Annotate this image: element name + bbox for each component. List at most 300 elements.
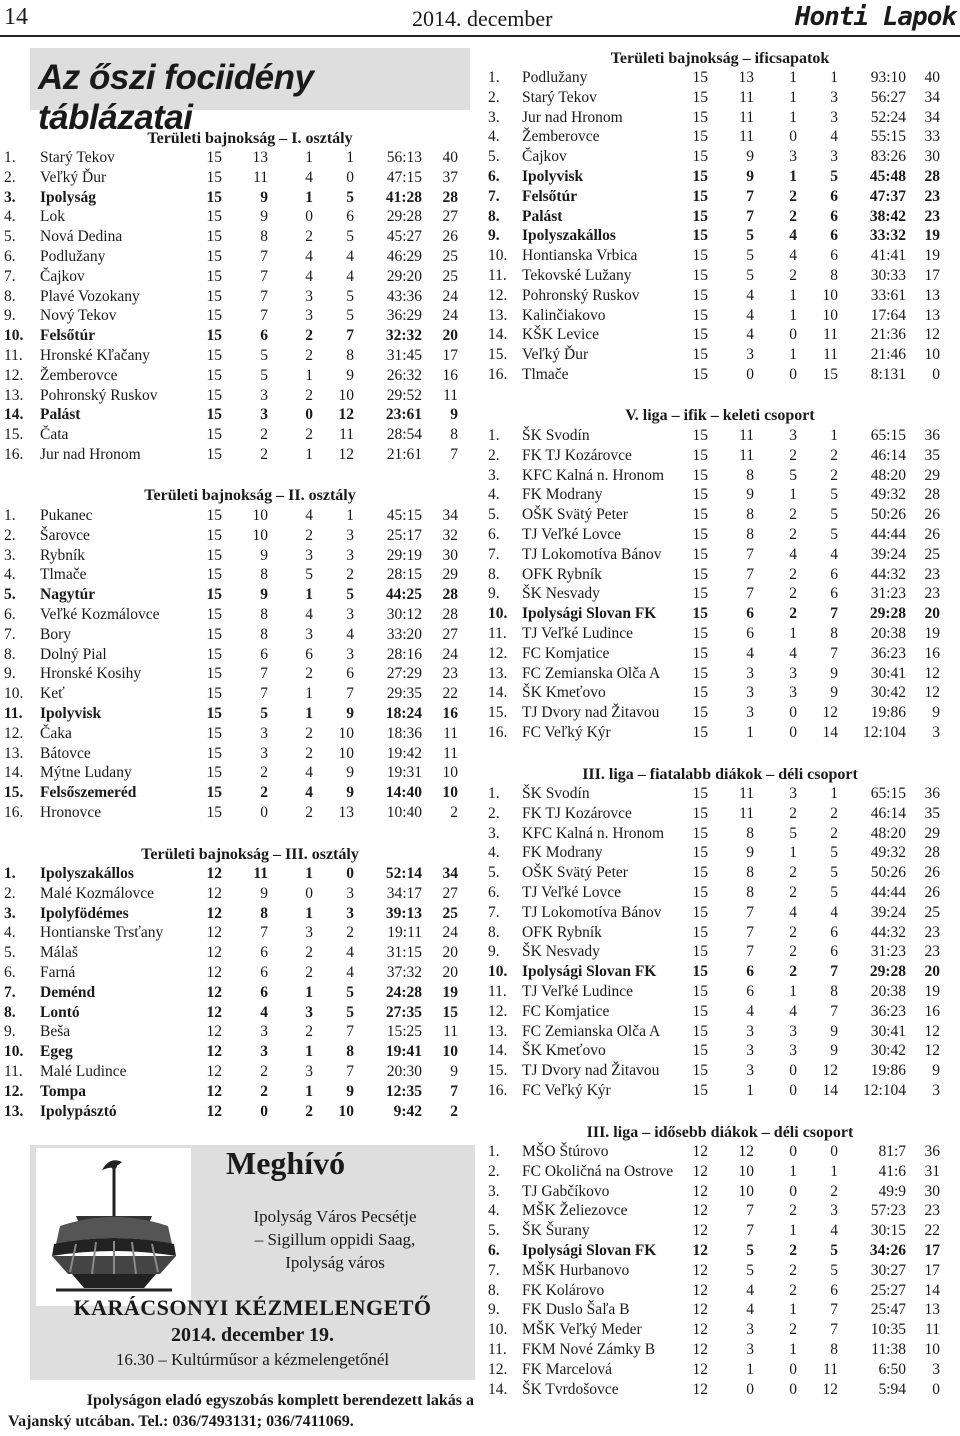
table-row [488, 683, 958, 703]
row-points: 12 [924, 1042, 940, 1060]
row-draws: 2 [789, 605, 797, 623]
row-points: 9 [932, 704, 940, 722]
row-team: OFK Rybník [522, 923, 602, 941]
row-played: 15 [692, 844, 708, 862]
row-team: Pohronský Ruskov [522, 286, 640, 304]
row-goals: 47:15 [386, 168, 422, 186]
row-goals: 18:24 [385, 704, 422, 722]
row-draws: 2 [789, 923, 797, 941]
row-wins: 5 [260, 346, 268, 364]
table-row [488, 982, 958, 1002]
row-wins: 7 [260, 665, 268, 683]
row-draws: 4 [789, 227, 797, 245]
row-draws: 3 [789, 684, 797, 702]
row-rank: 12. [488, 644, 508, 662]
row-team: TJ Gabčíkovo [522, 1182, 610, 1200]
row-team: Felsőszemeréd [40, 784, 137, 802]
row-goals: 29:28 [869, 605, 906, 623]
row-draws: 3 [305, 1062, 313, 1080]
row-rank: 12. [488, 1002, 508, 1020]
table-row [488, 1340, 958, 1360]
row-team: TJ Dvory nad Žitavou [522, 704, 660, 722]
row-team: OŠK Svätý Peter [522, 864, 628, 882]
row-wins: 10 [252, 526, 268, 544]
invitation-line-1: Ipolyság Város Pecsétje [253, 1207, 417, 1226]
invitation-line-3: Ipolyság város [285, 1253, 385, 1272]
table-row [488, 1320, 958, 1340]
row-rank: 8. [488, 565, 500, 583]
table-row [488, 266, 958, 286]
row-wins: 3 [260, 386, 268, 404]
row-wins: 3 [746, 664, 754, 682]
row-rank: 15. [488, 1062, 508, 1080]
row-points: 34 [442, 507, 458, 524]
row-draws: 2 [789, 1261, 797, 1279]
row-draws: 0 [789, 1081, 797, 1099]
row-played: 15 [206, 406, 222, 424]
row-points: 10 [924, 346, 940, 364]
row-goals: 33:61 [870, 286, 906, 304]
invitation-title: Meghívó [226, 1145, 346, 1181]
row-goals: 29:35 [386, 685, 422, 703]
row-draws: 0 [305, 208, 313, 226]
row-rank: 4. [488, 844, 500, 862]
row-draws: 5 [305, 566, 313, 584]
row-rank: 6. [488, 1241, 500, 1259]
row-losses: 2 [830, 446, 838, 464]
row-played: 12 [692, 1241, 708, 1259]
row-rank: 11. [488, 1340, 507, 1358]
row-losses: 3 [346, 904, 354, 922]
row-rank: 8. [488, 1281, 500, 1299]
newspaper-brand: Honti Lapok [794, 2, 956, 32]
row-played: 15 [692, 704, 708, 722]
row-played: 15 [692, 824, 708, 842]
row-played: 12 [206, 1023, 222, 1041]
row-points: 20 [924, 605, 940, 623]
table-row [4, 168, 474, 188]
row-draws: 1 [305, 1082, 313, 1100]
row-rank: 10. [488, 247, 508, 265]
row-losses: 10 [822, 286, 838, 304]
row-wins: 9 [260, 586, 268, 604]
table-row [488, 1261, 958, 1281]
row-played: 15 [692, 486, 708, 504]
row-goals: 21:46 [870, 346, 906, 364]
row-goals: 15:25 [386, 1023, 422, 1041]
row-losses: 6 [830, 187, 838, 205]
row-goals: 21:36 [870, 326, 906, 344]
row-team: Beša [40, 1023, 71, 1041]
row-draws: 3 [789, 148, 797, 166]
row-team: FC Zemianska Olča A [522, 1022, 661, 1040]
row-played: 12 [206, 924, 222, 942]
row-points: 20 [924, 963, 940, 981]
table-row [4, 744, 474, 764]
row-goals: 39:24 [870, 903, 906, 921]
row-wins: 8 [746, 864, 754, 882]
row-points: 2 [450, 1102, 458, 1120]
row-rank: 8. [4, 645, 16, 663]
row-played: 15 [692, 306, 708, 324]
row-team: Čata [40, 426, 69, 444]
table-row [4, 884, 474, 904]
table-row [488, 824, 958, 844]
table-row [4, 1102, 474, 1122]
row-team: TJ Veľké Ludince [522, 982, 634, 1000]
row-points: 0 [932, 1380, 940, 1398]
row-rank: 6. [4, 247, 16, 265]
row-played: 15 [692, 1002, 708, 1020]
row-played: 15 [692, 785, 708, 802]
row-goals: 57:23 [870, 1202, 906, 1220]
row-wins: 9 [746, 486, 754, 504]
row-losses: 10 [338, 1102, 354, 1120]
row-played: 15 [692, 565, 708, 583]
row-wins: 7 [260, 307, 268, 325]
row-team: FK Modrany [522, 486, 603, 504]
row-draws: 1 [305, 149, 313, 166]
row-wins: 3 [746, 1340, 754, 1358]
row-rank: 14. [488, 1380, 508, 1398]
row-played: 15 [692, 1042, 708, 1060]
row-played: 15 [206, 307, 222, 325]
row-losses: 6 [830, 565, 838, 583]
row-rank: 6. [488, 167, 500, 185]
row-wins: 8 [260, 605, 268, 623]
row-rank: 3. [4, 546, 16, 564]
row-losses: 4 [830, 128, 838, 146]
row-wins: 9 [260, 188, 268, 206]
row-draws: 3 [789, 1042, 797, 1060]
row-goals: 20:38 [870, 982, 906, 1000]
row-goals: 83:26 [870, 148, 906, 166]
row-goals: 81:7 [878, 1143, 906, 1160]
row-played: 15 [692, 207, 708, 225]
row-goals: 56:13 [386, 149, 422, 166]
table-row [4, 864, 474, 884]
row-points: 26 [924, 864, 940, 882]
row-losses: 3 [830, 108, 838, 126]
row-rank: 8. [4, 287, 16, 305]
row-losses: 13 [338, 803, 354, 821]
row-losses: 5 [346, 188, 354, 206]
row-goals: 45:15 [386, 507, 422, 524]
row-goals: 49:32 [870, 486, 906, 504]
row-goals: 31:23 [870, 943, 906, 961]
event-program: 16.30 – Kultúrműsor a kézmelengetőnél [115, 1350, 390, 1369]
row-rank: 3. [488, 466, 500, 484]
table-row [488, 68, 958, 88]
table-row [488, 863, 958, 883]
row-team: Málaš [40, 944, 78, 962]
row-wins: 3 [260, 406, 268, 424]
row-wins: 6 [746, 963, 754, 981]
row-points: 11 [443, 724, 458, 742]
row-goals: 19:11 [387, 924, 422, 942]
row-rank: 2. [4, 884, 16, 902]
row-goals: 31:15 [386, 944, 422, 962]
table-row [4, 645, 474, 665]
row-goals: 23:61 [385, 406, 422, 424]
row-goals: 28:16 [386, 645, 422, 663]
row-draws: 3 [305, 546, 313, 564]
table-row [488, 624, 958, 644]
row-goals: 18:36 [386, 724, 422, 742]
row-played: 12 [206, 944, 222, 962]
row-points: 28 [442, 586, 458, 604]
row-team: KFC Kalná n. Hronom [522, 824, 665, 842]
row-rank: 7. [488, 187, 500, 205]
row-goals: 33:32 [869, 227, 906, 245]
row-played: 15 [692, 644, 708, 662]
row-losses: 12 [338, 445, 354, 463]
row-team: Nagytúr [40, 586, 96, 604]
row-losses: 11 [823, 1360, 838, 1378]
row-losses: 12 [338, 406, 354, 424]
row-losses: 4 [830, 903, 838, 921]
row-played: 12 [206, 963, 222, 981]
row-wins: 11 [739, 128, 754, 146]
row-points: 27 [442, 208, 458, 226]
row-wins: 9 [260, 884, 268, 902]
row-losses: 7 [830, 1301, 838, 1319]
row-played: 15 [206, 366, 222, 384]
table-row [4, 445, 474, 465]
row-draws: 3 [305, 307, 313, 325]
row-losses: 7 [346, 685, 354, 703]
row-points: 23 [924, 923, 940, 941]
row-goals: 41:28 [385, 188, 422, 206]
row-points: 10 [442, 1043, 458, 1061]
row-points: 17 [924, 266, 940, 284]
row-goals: 32:32 [385, 327, 422, 345]
header-rule [0, 35, 960, 37]
row-draws: 1 [305, 188, 313, 206]
row-draws: 3 [789, 664, 797, 682]
row-points: 25 [442, 247, 458, 265]
invitation-box [30, 1145, 475, 1380]
row-team: MŠK Hurbanovo [522, 1261, 630, 1279]
row-draws: 2 [305, 426, 313, 444]
row-draws: 4 [789, 644, 797, 662]
row-losses: 3 [346, 884, 354, 902]
row-goals: 50:26 [870, 506, 906, 524]
row-points: 3 [932, 1360, 940, 1378]
table-row [4, 943, 474, 963]
table-row [4, 188, 474, 208]
table-row [4, 565, 474, 585]
row-points: 12 [924, 664, 940, 682]
row-team: Lok [40, 208, 65, 226]
row-rank: 10. [488, 605, 508, 623]
row-rank: 5. [488, 506, 500, 524]
row-points: 28 [442, 605, 458, 623]
row-goals: 30:33 [870, 266, 906, 284]
table-row [488, 426, 958, 446]
row-losses: 8 [830, 1340, 838, 1358]
row-played: 15 [206, 188, 222, 206]
row-draws: 2 [789, 864, 797, 882]
row-goals: 25:27 [870, 1281, 906, 1299]
table-row [488, 545, 958, 565]
row-played: 15 [206, 327, 222, 345]
row-team: Ipolypásztó [40, 1102, 117, 1120]
row-played: 15 [692, 664, 708, 682]
town-seal-image [36, 1148, 191, 1306]
row-played: 15 [206, 386, 222, 404]
row-draws: 0 [789, 1380, 797, 1398]
row-points: 10 [442, 764, 458, 782]
row-points: 36 [924, 785, 940, 802]
row-draws: 2 [789, 1321, 797, 1339]
row-points: 9 [450, 1062, 458, 1080]
row-losses: 0 [346, 168, 354, 186]
standings-table-junior [488, 784, 958, 1101]
table-row [4, 425, 474, 445]
row-points: 17 [924, 1241, 940, 1259]
row-draws: 3 [789, 427, 797, 444]
row-draws: 1 [305, 685, 313, 703]
row-team: FC Veľký Kýr [522, 723, 611, 741]
row-team: FC Komjatice [522, 644, 610, 662]
row-team: FK Duslo Šaľa B [522, 1301, 630, 1319]
row-wins: 8 [260, 904, 268, 922]
event-name: KARÁCSONYI KÉZMELENGETŐ [73, 1295, 432, 1320]
row-losses: 5 [346, 1003, 354, 1021]
row-losses: 14 [822, 723, 838, 741]
table-row [4, 585, 474, 605]
seal-boat-icon [36, 1148, 191, 1306]
row-points: 36 [924, 427, 940, 444]
table-row [488, 1360, 958, 1380]
row-draws: 4 [789, 1002, 797, 1020]
row-team: Felsőtúr [522, 187, 578, 205]
row-goals: 44:32 [870, 565, 906, 583]
table-row [4, 506, 474, 526]
table-row [488, 226, 958, 246]
row-wins: 12 [738, 1143, 754, 1160]
row-losses: 3 [830, 148, 838, 166]
row-wins: 7 [746, 187, 754, 205]
row-team: Lontó [40, 1003, 80, 1021]
row-rank: 2. [488, 1162, 500, 1180]
row-wins: 8 [260, 566, 268, 584]
row-losses: 4 [346, 247, 354, 265]
table-row [488, 804, 958, 824]
row-team: ŠK Kmeťovo [522, 684, 606, 702]
row-losses: 6 [830, 227, 838, 245]
table-row [488, 883, 958, 903]
standings-table-div1 [4, 148, 474, 465]
table-title-v-liga: V. liga – ifik – keleti csoport [625, 407, 815, 424]
row-losses: 2 [830, 466, 838, 484]
row-points: 23 [924, 943, 940, 961]
row-losses: 7 [830, 963, 838, 981]
row-wins: 7 [260, 287, 268, 305]
table-title-div2: Területi bajnokság – II. osztály [144, 487, 356, 504]
row-goals: 30:41 [870, 664, 906, 682]
row-wins: 2 [260, 445, 268, 463]
row-points: 16 [442, 366, 458, 384]
row-rank: 10. [4, 327, 24, 345]
row-team: Pukanec [40, 507, 93, 524]
row-draws: 1 [789, 306, 797, 324]
row-team: Plavé Vozokany [40, 287, 140, 305]
row-team: Žemberovce [40, 366, 118, 384]
row-goals: 44:44 [870, 525, 906, 543]
row-goals: 30:15 [870, 1222, 906, 1240]
row-points: 13 [924, 1301, 940, 1319]
row-draws: 1 [305, 704, 313, 722]
row-played: 15 [692, 903, 708, 921]
row-team: Tompa [40, 1082, 86, 1100]
row-losses: 3 [346, 645, 354, 663]
row-points: 16 [924, 644, 940, 662]
row-draws: 5 [789, 824, 797, 842]
row-played: 15 [692, 167, 708, 185]
row-played: 15 [692, 585, 708, 603]
row-rank: 4. [488, 128, 500, 146]
row-goals: 25:47 [870, 1301, 906, 1319]
row-played: 15 [692, 88, 708, 106]
row-wins: 4 [746, 1301, 754, 1319]
row-goals: 31:23 [870, 585, 906, 603]
page-header [0, 0, 960, 38]
row-wins: 1 [746, 1081, 754, 1099]
row-wins: 0 [746, 1380, 754, 1398]
row-goals: 8:131 [870, 365, 906, 383]
row-team: FK Modrany [522, 844, 603, 862]
row-draws: 2 [305, 1102, 313, 1120]
row-goals: 41:6 [878, 1162, 906, 1180]
row-goals: 46:29 [386, 247, 422, 265]
row-goals: 52:24 [870, 108, 906, 126]
row-wins: 7 [746, 943, 754, 961]
row-losses: 10 [822, 306, 838, 324]
row-wins: 9 [260, 208, 268, 226]
row-rank: 12. [4, 1082, 24, 1100]
row-rank: 7. [488, 903, 500, 921]
row-team: Starý Tekov [40, 149, 115, 166]
row-losses: 11 [339, 426, 354, 444]
row-wins: 6 [746, 624, 754, 642]
row-losses: 5 [346, 586, 354, 604]
row-played: 15 [206, 744, 222, 762]
row-losses: 1 [830, 69, 838, 86]
row-losses: 6 [830, 943, 838, 961]
row-played: 15 [206, 168, 222, 186]
event-date: 2014. december 19. [171, 1324, 334, 1346]
row-wins: 6 [260, 645, 268, 663]
row-draws: 3 [789, 785, 797, 802]
row-points: 8 [450, 426, 458, 444]
row-rank: 1. [488, 427, 500, 444]
table-row [4, 605, 474, 625]
row-draws: 2 [789, 1241, 797, 1259]
table-row [488, 207, 958, 227]
row-losses: 11 [823, 326, 838, 344]
row-draws: 1 [305, 865, 313, 882]
table-row [488, 1041, 958, 1061]
row-losses: 6 [346, 208, 354, 226]
table-row [488, 108, 958, 128]
row-team: Keť [40, 685, 65, 703]
row-team: OŠK Svätý Peter [522, 506, 628, 524]
row-rank: 8. [4, 1003, 16, 1021]
row-draws: 1 [789, 486, 797, 504]
table-row [488, 466, 958, 486]
